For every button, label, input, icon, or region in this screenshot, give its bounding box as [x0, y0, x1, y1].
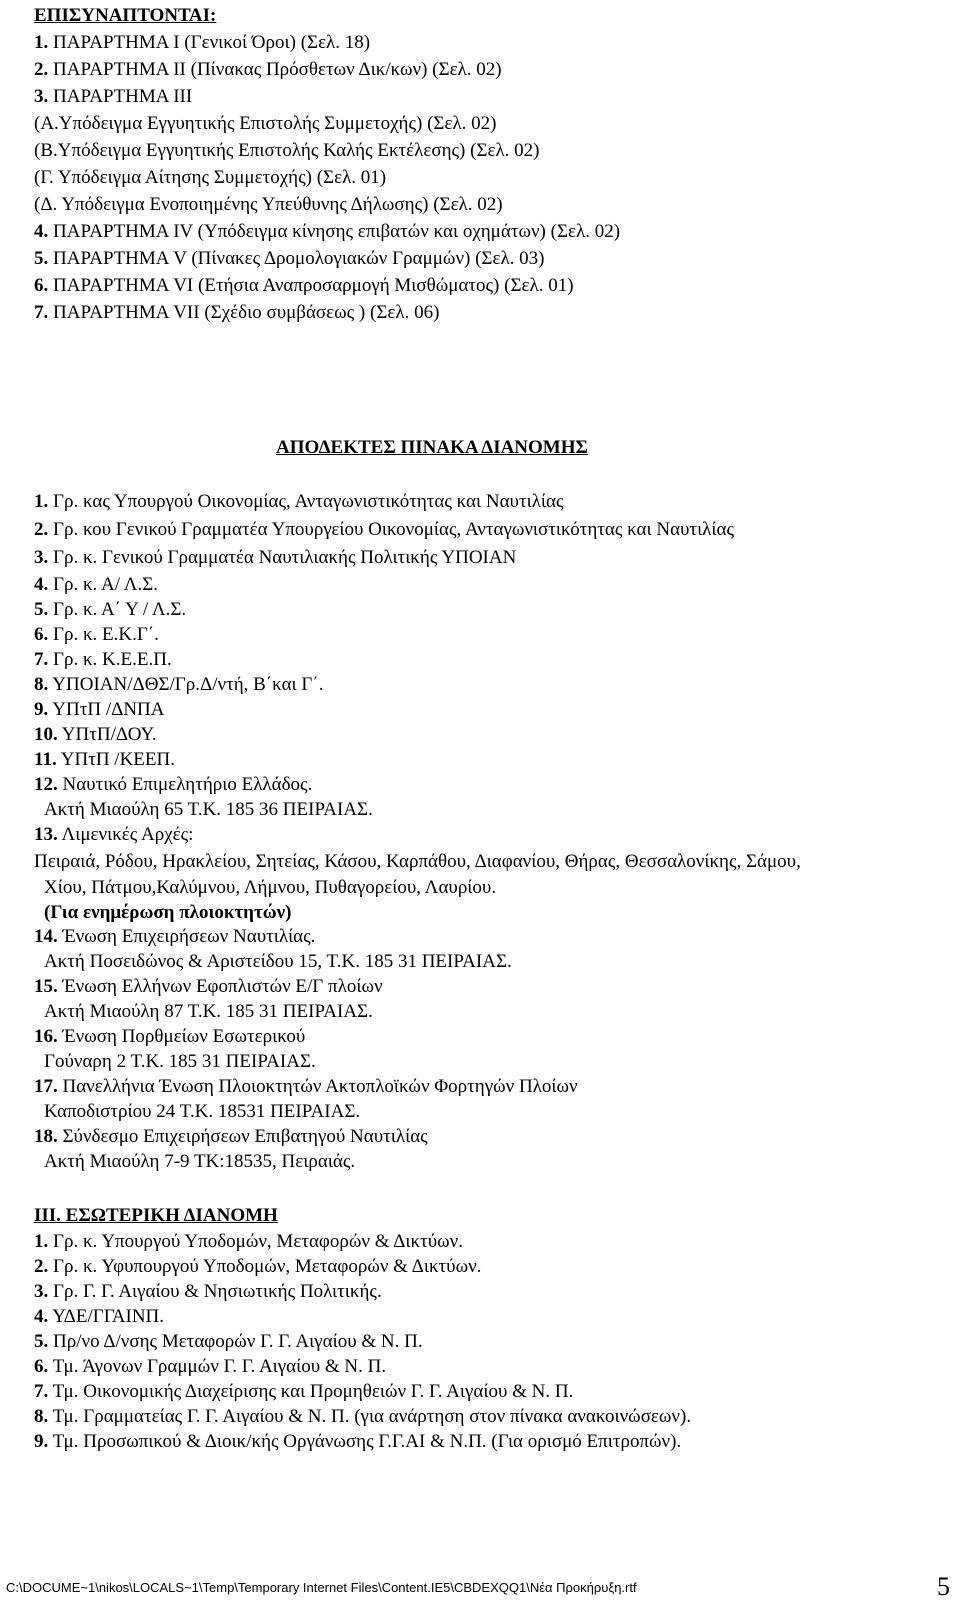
list-item: 2. ΠΑΡΑΡΤΗΜΑ ΙΙ (Πίνακας Πρόσθετων Δικ/κων) (Σελ. 02) [34, 59, 502, 80]
list-item: 17. Πανελλήνια Ένωση Πλοιοκτητών Ακτοπλοϊκών Φορτηγών Πλοίων [34, 1076, 578, 1097]
list-item-address: Ακτή Μιαούλη 7-9 ΤΚ:18535, Πειραιάς. [44, 1151, 356, 1172]
list-item: 7. ΠΑΡΑΡΤΗΜΑ VII (Σχέδιο συμβάσεως ) (Σελ. 06) [34, 302, 440, 323]
list-item: 15. Ένωση Ελλήνων Εφοπλιστών Ε/Γ πλοίων [34, 976, 383, 997]
list-item-address: Γούναρη 2 Τ.Κ. 185 31 ΠΕΙΡΑΙΑΣ. [44, 1051, 316, 1072]
list-item: 8. Τμ. Γραμματείας Γ. Γ. Αιγαίου & Ν. Π. (για ανάρτηση στον πίνακα ανακοινώσεων). [34, 1406, 692, 1427]
list-item: 2. Γρ. κ. Υφυπουργού Υποδομών, Μεταφορών & Δικτύων. [34, 1256, 482, 1277]
list-item: 6. ΠΑΡΑΡΤΗΜΑ VI (Ετήσια Αναπροσαρμογή Μισθώματος) (Σελ. 01) [34, 275, 574, 296]
list-item: 6. Τμ. Άγονων Γραμμών Γ. Γ. Αιγαίου & Ν. Π. [34, 1356, 387, 1377]
list-item-note: (Για ενημέρωση πλοιοκτητών) [44, 902, 292, 923]
list-item: (Α.Υπόδειγμα Εγγυητικής Επιστολής Συμμετοχής) (Σελ. 02) [34, 113, 497, 134]
list-item: 3. ΠΑΡΑΡΤΗΜΑ ΙΙΙ [34, 86, 193, 107]
list-item: 10. ΥΠτΠ/ΔΟΥ. [34, 724, 157, 745]
file-path: C:\DOCUME~1\nikos\LOCALS~1\Temp\Temporary Internet Files\Content.IE5\CBDEXQQ1\Νέα Προκήρυξη.rtf [6, 1580, 637, 1595]
list-item: 1. Γρ. κ. Υπουργού Υποδομών, Μεταφορών & Δικτύων. [34, 1231, 463, 1252]
list-item: 4. ΥΔΕ/ΓΓΑΙΝΠ. [34, 1306, 165, 1327]
list-item: 5. Πρ/νο Δ/νσης Μεταφορών Γ. Γ. Αιγαίου & Ν. Π. [34, 1331, 423, 1352]
list-item: 4. ΠΑΡΑΡΤΗΜΑ IV (Υπόδειγμα κίνησης επιβατών και οχημάτων) (Σελ. 02) [34, 221, 621, 242]
recipients-heading: ΑΠΟΔΕΚΤΕΣ ΠΙΝΑΚΑ ΔΙΑΝΟΜΗΣ [276, 437, 588, 458]
list-item: 7. Τμ. Οικονομικής Διαχείρισης και Προμηθειών Γ. Γ. Αιγαίου & Ν. Π. [34, 1381, 574, 1402]
attachments-heading: ΕΠΙΣΥΝΑΠΤΟΝΤΑΙ: [34, 5, 217, 26]
list-item: 6. Γρ. κ. Ε.Κ.Γ΄. [34, 624, 159, 645]
list-item-address: Καποδιστρίου 24 Τ.Κ. 18531 ΠΕΙΡΑΙΑΣ. [44, 1101, 361, 1122]
list-item: 16. Ένωση Πορθμείων Εσωτερικού [34, 1026, 306, 1047]
list-item: 9. Τμ. Προσωπικού & Διοικ/κής Οργάνωσης Γ.Γ.ΑΙ & Ν.Π. (Για ορισμό Επιτροπών). [34, 1431, 682, 1452]
list-item: 3. Γρ. κ. Γενικού Γραμματέα Ναυτιλιακής Πολιτικής ΥΠΟΙΑΝ [34, 547, 517, 568]
list-item: 9. ΥΠτΠ /ΔΝΠΑ [34, 699, 165, 720]
list-item: 12. Ναυτικό Επιμελητήριο Ελλάδος. [34, 774, 313, 795]
list-item-address: Ακτή Ποσειδώνος & Αριστείδου 15, Τ.Κ. 185 31 ΠΕΙΡΑΙΑΣ. [44, 951, 512, 972]
list-item: 14. Ένωση Επιχειρήσεων Ναυτιλίας. [34, 926, 316, 947]
list-item: (Δ. Υπόδειγμα Ενοποιημένης Υπεύθυνης Δήλωσης) (Σελ. 02) [34, 194, 503, 215]
list-item: 1. Γρ. κας Υπουργού Οικονομίας, Ανταγωνιστικότητας και Ναυτιλίας [34, 491, 564, 512]
list-item: 13. Λιμενικές Αρχές: [34, 824, 194, 845]
list-item: 5. Γρ. κ. Α΄ Υ / Λ.Σ. [34, 599, 187, 620]
list-item: 4. Γρ. κ. Α/ Λ.Σ. [34, 574, 159, 595]
list-item: 2. Γρ. κου Γενικού Γραμματέα Υπουργείου Οικονομίας, Ανταγωνιστικότητας και Ναυτιλίας [34, 519, 734, 540]
list-item: 18. Σύνδεσμο Επιχειρήσεων Επιβατηγού Ναυτιλίας [34, 1126, 428, 1147]
list-item-detail: Χίου, Πάτμου,Καλύμνου, Λήμνου, Πυθαγορείου, Λαυρίου. [44, 877, 497, 898]
page-footer [0, 1574, 960, 1601]
internal-heading: ΙΙΙ. ΕΣΩΤΕΡΙΚΗ ΔΙΑΝΟΜΗ [34, 1205, 278, 1226]
list-item: 1. ΠΑΡΑΡΤΗΜΑ Ι (Γενικοί Όροι) (Σελ. 18) [34, 32, 371, 53]
list-item: 5. ΠΑΡΑΡΤΗΜΑ V (Πίνακες Δρομολογιακών Γραμμών) (Σελ. 03) [34, 248, 545, 269]
list-item-detail: Πειραιά, Ρόδου, Ηρακλείου, Σητείας, Κάσου, Καρπάθου, Διαφανίου, Θήρας, Θεσσαλονίκης, Σάμου, [34, 851, 801, 872]
list-item: 11. ΥΠτΠ /ΚΕΕΠ. [34, 749, 175, 770]
list-item: (Β.Υπόδειγμα Εγγυητικής Επιστολής Καλής Εκτέλεσης) (Σελ. 02) [34, 140, 540, 161]
page-number: 5 [937, 1572, 950, 1601]
list-item-address: Ακτή Μιαούλη 65 Τ.Κ. 185 36 ΠΕΙΡΑΙΑΣ. [44, 799, 373, 820]
list-item: 3. Γρ. Γ. Γ. Αιγαίου & Νησιωτικής Πολιτικής. [34, 1281, 382, 1302]
list-item: (Γ. Υπόδειγμα Αίτησης Συμμετοχής) (Σελ. 01) [34, 167, 387, 188]
list-item: 8. ΥΠΟΙΑΝ/ΔΘΣ/Γρ.Δ/ντή, Β΄και Γ΄. [34, 674, 324, 695]
list-item-address: Ακτή Μιαούλη 87 Τ.Κ. 185 31 ΠΕΙΡΑΙΑΣ. [44, 1001, 373, 1022]
list-item: 7. Γρ. κ. Κ.Ε.Ε.Π. [34, 649, 172, 670]
